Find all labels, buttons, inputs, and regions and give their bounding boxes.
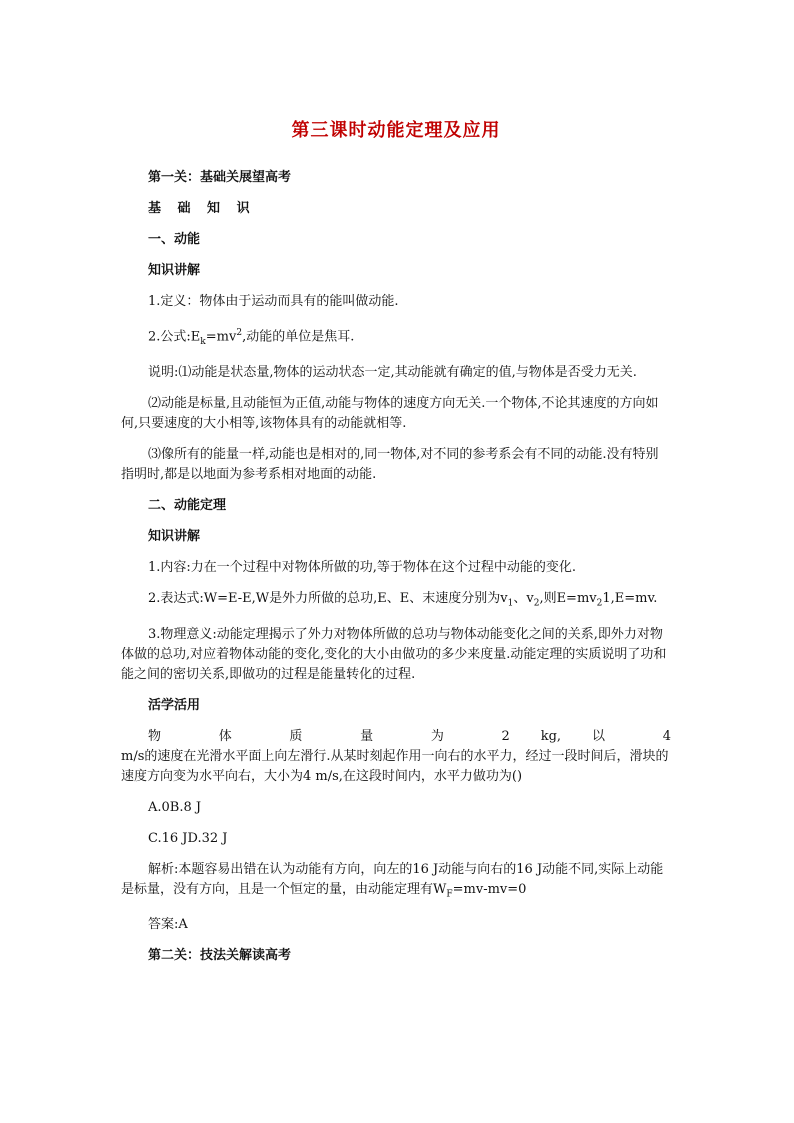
part2-subheading: 知识讲解: [148, 528, 201, 544]
expression-subscript: 2: [533, 598, 540, 609]
formula-text: =mv: [205, 329, 237, 345]
analysis-text: 解析:本题容易出错在认为动能有方向，向左的16 J动能与向右的16 J动能不同,实际上动能是标量，没有方向，且是一个恒定的量，由动能定理有W: [121, 861, 664, 897]
section-heading-2: 第二关：技法关解读高考: [148, 948, 292, 964]
question-word: 4: [662, 728, 671, 744]
options-ab: A.0B.8 J: [148, 799, 202, 815]
formula-superscript: 2: [236, 328, 243, 338]
question-word: 2: [501, 728, 510, 744]
options-cd: C.16 JD.32 J: [148, 830, 228, 846]
practice-heading: 活学活用: [148, 697, 201, 713]
question-word: 体: [218, 728, 259, 744]
question-body: m/s的速度在光滑水平面上向左滑行.从某时刻起作用一向右的水平力，经过一段时间后，滑块的速度方向变为水平向右，大小为4 m/s,在这段时间内，水平力做功为(): [121, 748, 669, 784]
formula-text: 2.公式:E: [148, 329, 201, 345]
section-heading-1: 第一关：基础关展望高考: [148, 170, 292, 185]
question-word: 以: [591, 728, 632, 744]
analysis-subscript: F: [446, 889, 453, 900]
expression-subscript: 1: [507, 598, 514, 609]
answer-line: 答案:A: [148, 917, 188, 933]
expression-subscript: 2: [596, 598, 603, 609]
analysis-text: =mv-mv=0: [452, 881, 527, 897]
page-title: 第三课时动能定理及应用: [291, 120, 501, 141]
question-word: kg,: [540, 728, 562, 744]
note-paragraph-2: ⑵动能是标量,且动能恒为正值,动能与物体的速度方向无关.一个物体,不论其速度的方向如何,只要速度的大小相等,该物体具有的动能就相等.: [121, 395, 659, 431]
document-body: [121, 116, 671, 977]
note-paragraph-3: ⑶像所有的能量一样,动能也是相对的,同一物体,对不同的参考系会有不同的动能.没有特别指明时,都是以地面为参考系相对地面的动能.: [121, 446, 659, 482]
expression-paragraph: [121, 589, 671, 614]
question-word: 量: [360, 728, 400, 744]
question-word: 物: [148, 728, 188, 744]
question-word: 质: [289, 728, 330, 744]
expression-text: 2.表达式:W=E-E,W是外力所做的总功,E、E、末速度分别为v: [148, 590, 508, 606]
question-line-1: [121, 727, 671, 747]
part1-heading: 一、动能: [148, 232, 201, 247]
content-paragraph: 1.内容:力在一个过程中对物体所做的功,等于物体在这个过程中动能的变化.: [148, 559, 577, 575]
note-paragraph-1: 说明:⑴动能是状态量,物体的运动状态一定,其动能就有确定的值,与物体是否受力无关.: [148, 364, 637, 380]
definition-paragraph: 1.定义：物体由于运动而具有的能叫做动能.: [148, 294, 399, 309]
question-word: 为: [430, 728, 471, 744]
formula-paragraph: [121, 323, 671, 352]
expression-text: ,则E=mv: [539, 590, 597, 606]
analysis-paragraph: [121, 860, 671, 905]
formula-text: ,动能的单位是焦耳.: [242, 329, 355, 345]
expression-text: 1,E=mv.: [602, 590, 658, 606]
basic-knowledge-heading: 基 础 知 识: [148, 201, 256, 216]
expression-text: 、v: [513, 590, 534, 606]
formula-subscript: k: [200, 336, 206, 347]
part2-heading: 二、动能定理: [148, 497, 227, 513]
part1-subheading: 知识讲解: [148, 263, 201, 278]
meaning-paragraph: 3.物理意义:动能定理揭示了外力对物体所做的总功与物体动能变化之间的关系,即外力对物体做的总功,对应着物体动能的变化,变化的大小由做功的多少来度量.动能定理的实质说明了功和能之间的密切关系,即做功的过程是能量转化的过程.: [121, 626, 667, 682]
